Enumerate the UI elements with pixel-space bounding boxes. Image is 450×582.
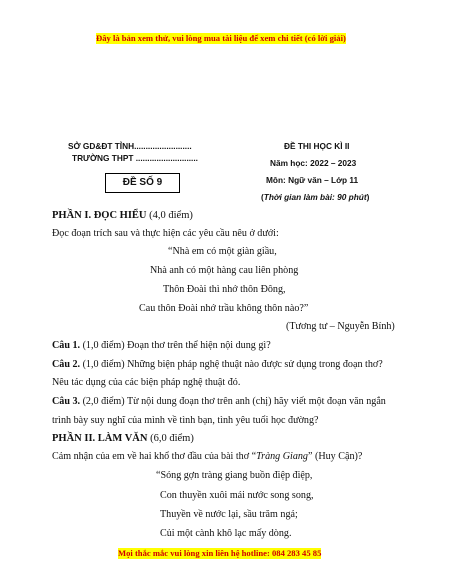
department-line: SỞ GD&ĐT TỈNH.........................	[68, 141, 192, 151]
part2-points: (6,0 điểm)	[147, 433, 194, 444]
poem1-line: Thôn Đoài thì nhớ thôn Đông,	[163, 284, 286, 295]
subject-line: Môn: Ngữ văn – Lớp 11	[266, 175, 359, 185]
part2-prompt-start: Cảm nhận của em về hai khổ thơ đầu của bài thơ “	[52, 451, 257, 462]
question-3	[52, 395, 386, 408]
question-3-text: (2,0 điểm) Từ nội dung đoạn thơ trên anh (chị) hãy viết một đoạn văn ngắn	[80, 396, 386, 407]
time-open-paren: (	[261, 192, 264, 202]
question-3-continued: trình bày suy nghĩ của mình về tình bạn, tình yêu tuổi học đường?	[52, 415, 319, 426]
question-2	[52, 358, 383, 371]
question-3-label: Câu 3.	[52, 396, 81, 407]
question-2-label: Câu 2.	[52, 359, 81, 370]
poem2-line: Củi một cành khô lạc mấy dòng.	[160, 528, 292, 539]
question-1-text: (1,0 điểm) Đoạn thơ trên thể hiện nội dung gì?	[80, 340, 271, 351]
part2-heading	[52, 432, 194, 445]
poem1-line: Cau thôn Đoài nhớ trầu không thôn nào?”	[139, 303, 309, 314]
exam-code-box: ĐỀ SỐ 9	[105, 173, 180, 193]
school-year: Năm học: 2022 – 2023	[270, 158, 357, 168]
question-1-label: Câu 1.	[52, 340, 81, 351]
school-line: TRƯỜNG THPT ...........................	[72, 153, 198, 163]
part1-heading	[52, 209, 193, 222]
hotline-banner: Mọi thắc mắc vui lòng xin liên hệ hotline: 084 283 45 85	[118, 548, 322, 558]
poem2-line: Con thuyền xuôi mái nước song song,	[160, 490, 314, 501]
part1-instruction: Đọc đoạn trích sau và thực hiện các yêu cầu nêu ở dưới:	[52, 228, 279, 239]
time-close-paren: )	[366, 192, 370, 202]
exam-title: ĐỀ THI HỌC KÌ II	[284, 141, 350, 151]
part2-heading-text: PHẦN II. LÀM VĂN	[52, 433, 148, 444]
part2-prompt	[52, 450, 362, 463]
preview-notice-banner: Đây là bản xem thử, vui lòng mua tài liệu để xem chi tiết (có lời giải)	[96, 33, 346, 43]
time-limit-text: Thời gian làm bài: 90 phút	[263, 192, 367, 202]
part2-prompt-end: ” (Huy Cận)?	[307, 451, 363, 462]
part2-poem-title: Tràng Giang	[256, 451, 308, 462]
poem1-source: (Tương tư – Nguyễn Bính)	[286, 321, 395, 332]
question-2-continued: Nêu tác dụng của các biện pháp nghệ thuật đó.	[52, 377, 241, 388]
poem2-line: “Sóng gợn tràng giang buồn điệp điệp,	[156, 470, 313, 481]
question-1	[52, 339, 271, 352]
poem1-line: Nhà anh có một hàng cau liên phòng	[150, 265, 299, 276]
poem2-line: Thuyền về nước lại, sầu trăm ngả;	[160, 509, 298, 520]
part1-points: (4,0 điểm)	[146, 210, 193, 221]
part1-heading-text: PHẦN I. ĐỌC HIỂU	[52, 210, 147, 221]
question-2-text: (1,0 điểm) Những biện pháp nghệ thuật nào được sử dụng trong đoạn thơ?	[80, 359, 383, 370]
poem1-line: “Nhà em có một giàn giầu,	[168, 246, 277, 257]
time-limit	[261, 192, 369, 203]
